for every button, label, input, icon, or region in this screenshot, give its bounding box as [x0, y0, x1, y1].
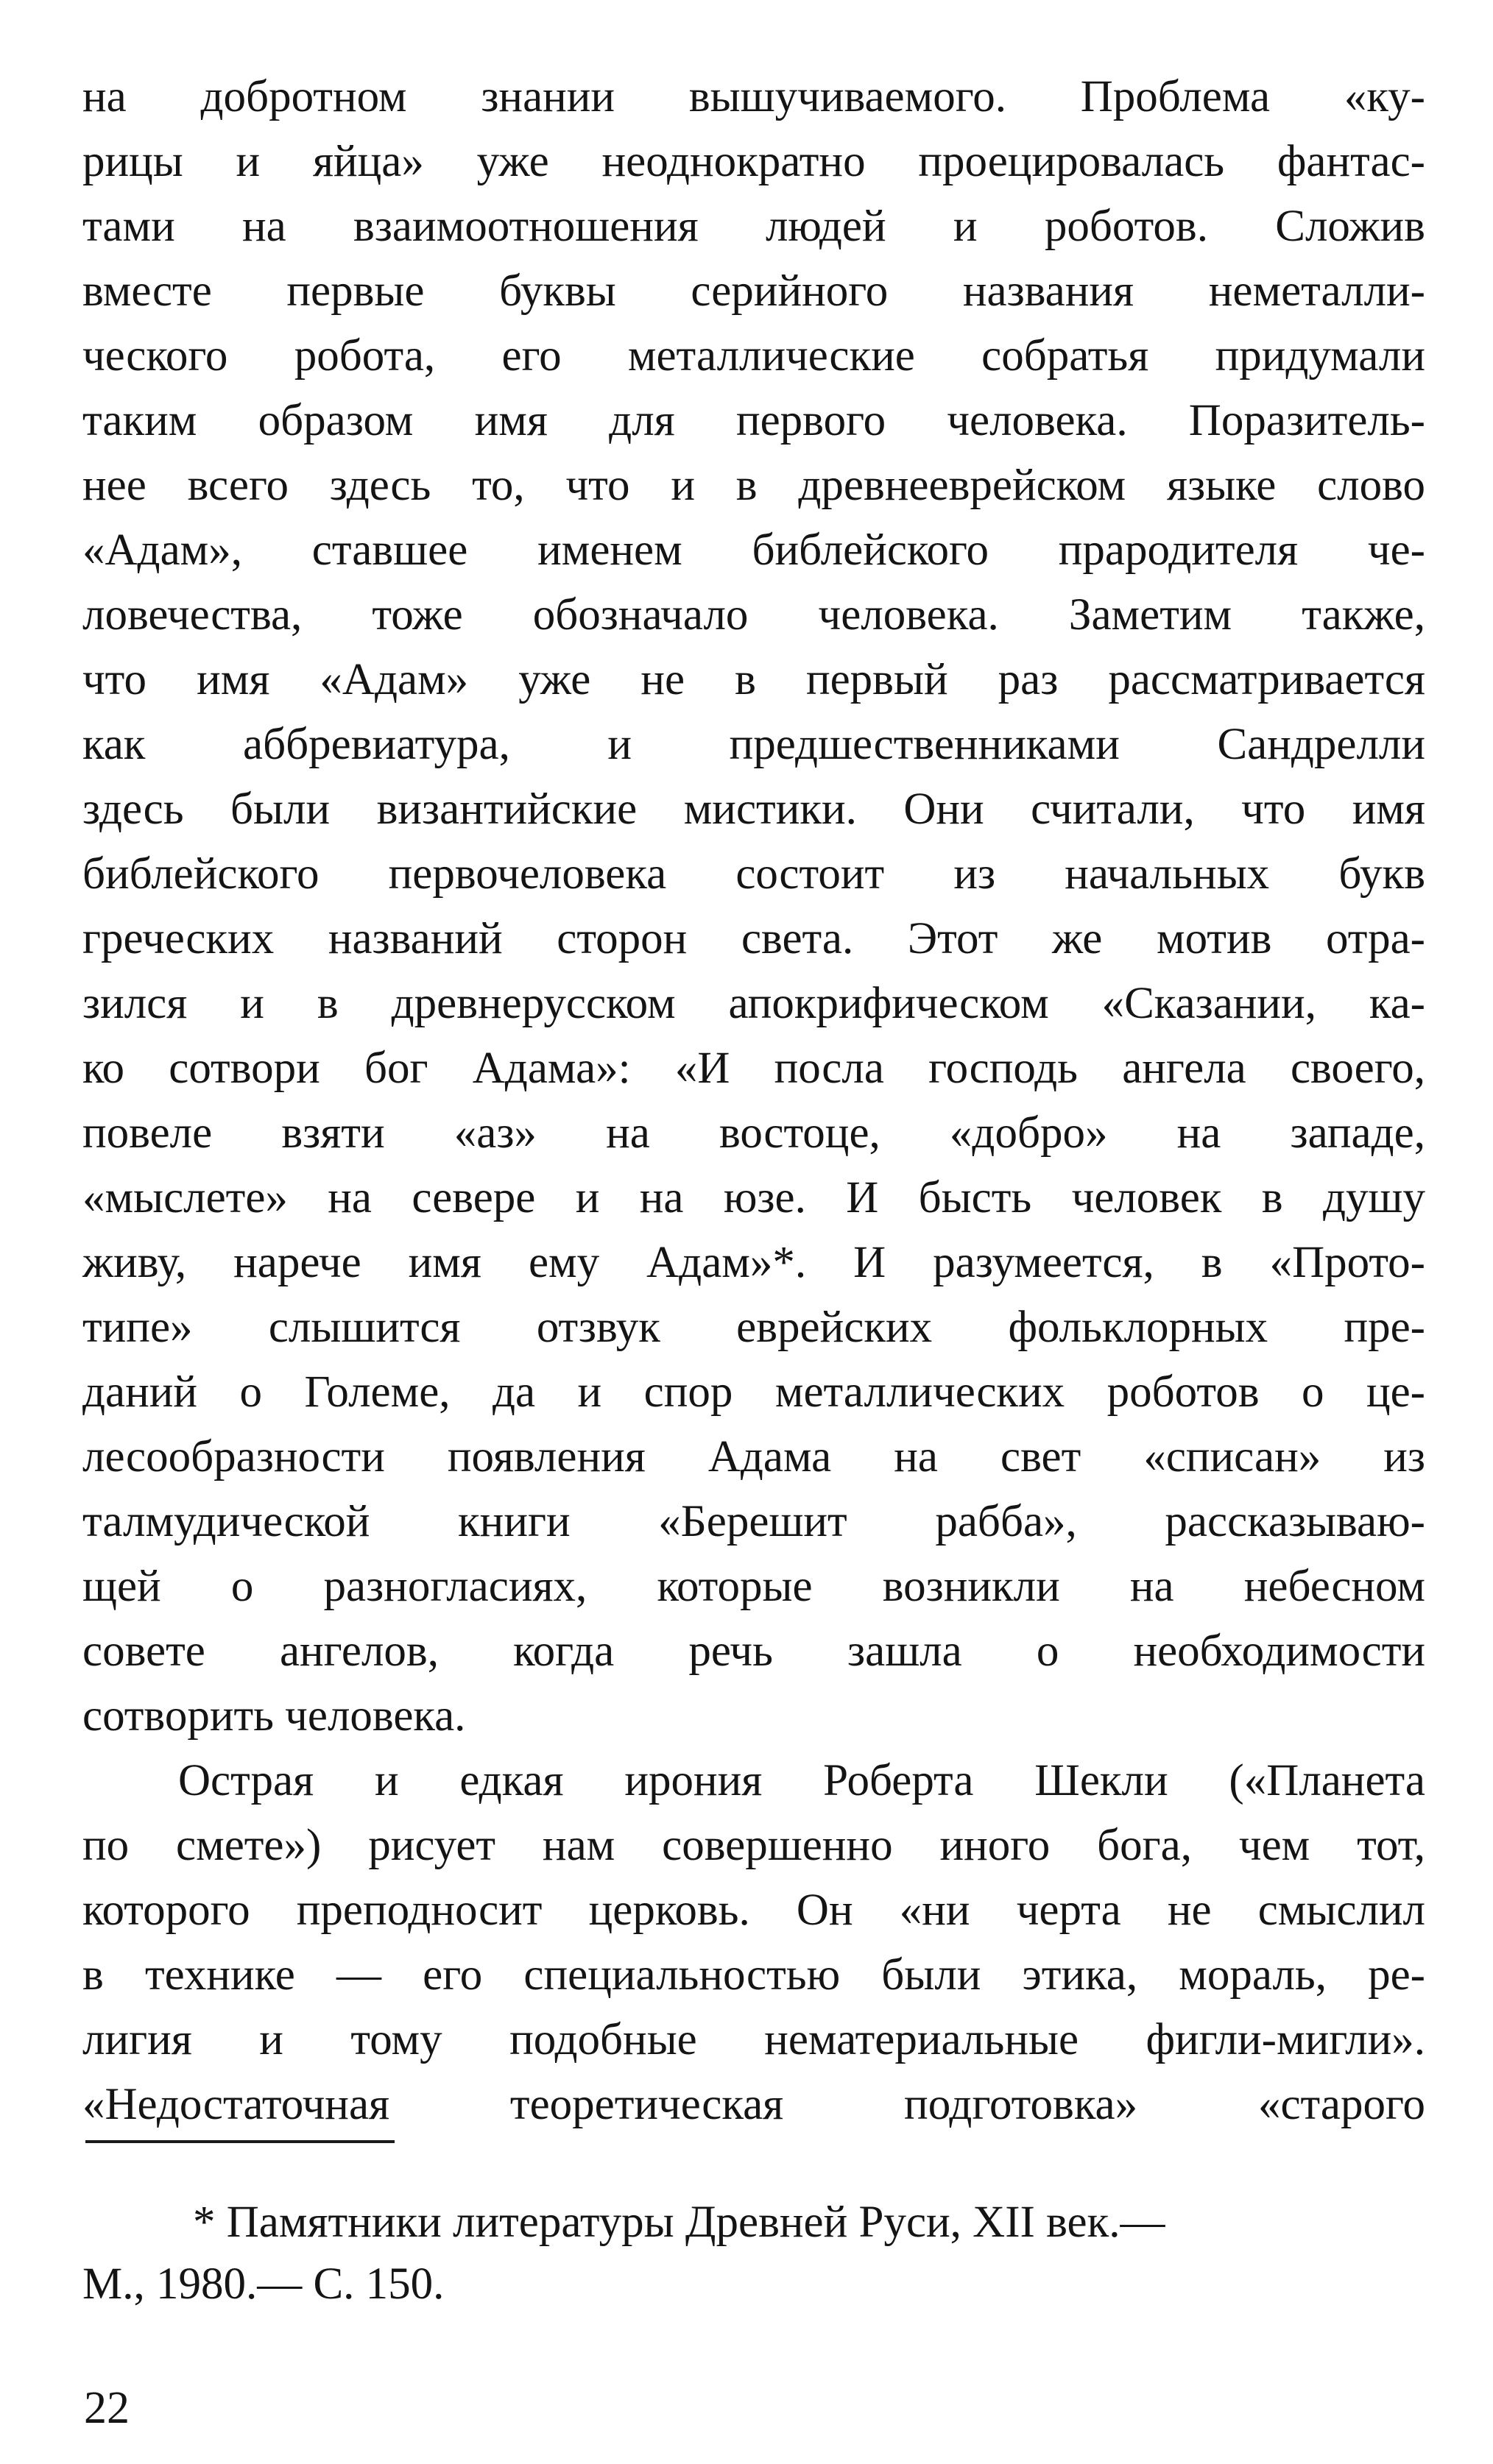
text-line: здесь были византийские мистики. Они считали, что имя: [82, 785, 1425, 834]
text-line: «Адам», ставшее именем библейского прародителя че-: [82, 525, 1425, 575]
text-line: таким образом имя для первого человека. Поразитель-: [82, 396, 1425, 445]
text-line: как аббревиатура, и предшественниками Сандрелли: [82, 720, 1425, 769]
text-line: живу, нарече имя ему Адам»*. И разумеется, в «Прото-: [82, 1238, 1425, 1287]
text-line: «мыслете» на севере и на юзе. И бысть человек в душу: [82, 1173, 1425, 1222]
text-line: даний о Големе, да и спор металлических роботов о це-: [82, 1367, 1425, 1417]
text-line: которого преподносит церковь. Он «ни черта не смыслил: [82, 1886, 1425, 1935]
text-line: совете ангелов, когда речь зашла о необходимости: [82, 1626, 1425, 1676]
text-line: тами на взаимоотношения людей и роботов. Сложив: [82, 202, 1425, 251]
text-line: щей о разногласиях, которые возникли на небесном: [82, 1562, 1425, 1611]
text-line: по смете») рисует нам совершенно иного бога, чем тот,: [82, 1821, 1425, 1870]
text-line: ческого робота, его металлические собратья придумали: [82, 331, 1425, 380]
text-line: что имя «Адам» уже не в первый раз рассматривается: [82, 655, 1425, 704]
paragraph-2: [82, 1749, 1425, 2137]
footnote-divider: [85, 2140, 395, 2143]
text-line: «Недостаточная теоретическая подготовка» «старого: [82, 2080, 1425, 2129]
text-line: Острая и едкая ирония Роберта Шекли («Планета: [178, 1756, 1425, 1805]
text-line: вместе первые буквы серийного названия неметалли-: [82, 266, 1425, 316]
text-line: греческих названий сторон света. Этот же мотив отра-: [82, 914, 1425, 963]
text-line: зился и в древнерусском апокрифическом «Сказании, ка-: [82, 979, 1425, 1028]
text-line: типе» слышится отзвук еврейских фольклорных пре-: [82, 1303, 1425, 1352]
body-text: [82, 65, 1425, 2137]
footnote: [82, 2192, 1425, 2315]
text-line: лесообразности появления Адама на свет «списан» из: [82, 1432, 1425, 1481]
paragraph-1: [82, 65, 1425, 1749]
text-line: лигия и тому подобные нематериальные фигли-мигли».: [82, 2015, 1425, 2064]
footnote-line: * Памятники литературы Древней Руси, XII век.—: [193, 2198, 1165, 2247]
text-line: на добротном знании вышучиваемого. Проблема «ку-: [82, 72, 1425, 121]
page-number: 22: [84, 2383, 130, 2433]
text-line: сотворить человека.: [82, 1691, 466, 1741]
text-line: ко сотвори бог Адама»: «И посла господь ангела своего,: [82, 1044, 1425, 1093]
text-line: рицы и яйца» уже неоднократно проецировалась фантас-: [82, 137, 1425, 186]
text-line: повеле взяти «аз» на востоце, «добро» на западе,: [82, 1108, 1425, 1158]
text-line: талмудической книги «Берешит рабба», рассказываю-: [82, 1497, 1425, 1546]
footnote-line: М., 1980.— С. 150.: [82, 2259, 445, 2309]
text-line: нее всего здесь то, что и в древнееврейском языке слово: [82, 461, 1425, 510]
text-line: библейского первочеловека состоит из начальных букв: [82, 849, 1425, 899]
text-line: в технике — его специальностью были этика, мораль, ре-: [82, 1950, 1425, 2000]
text-line: ловечества, тоже обозначало человека. Заметим также,: [82, 590, 1425, 640]
